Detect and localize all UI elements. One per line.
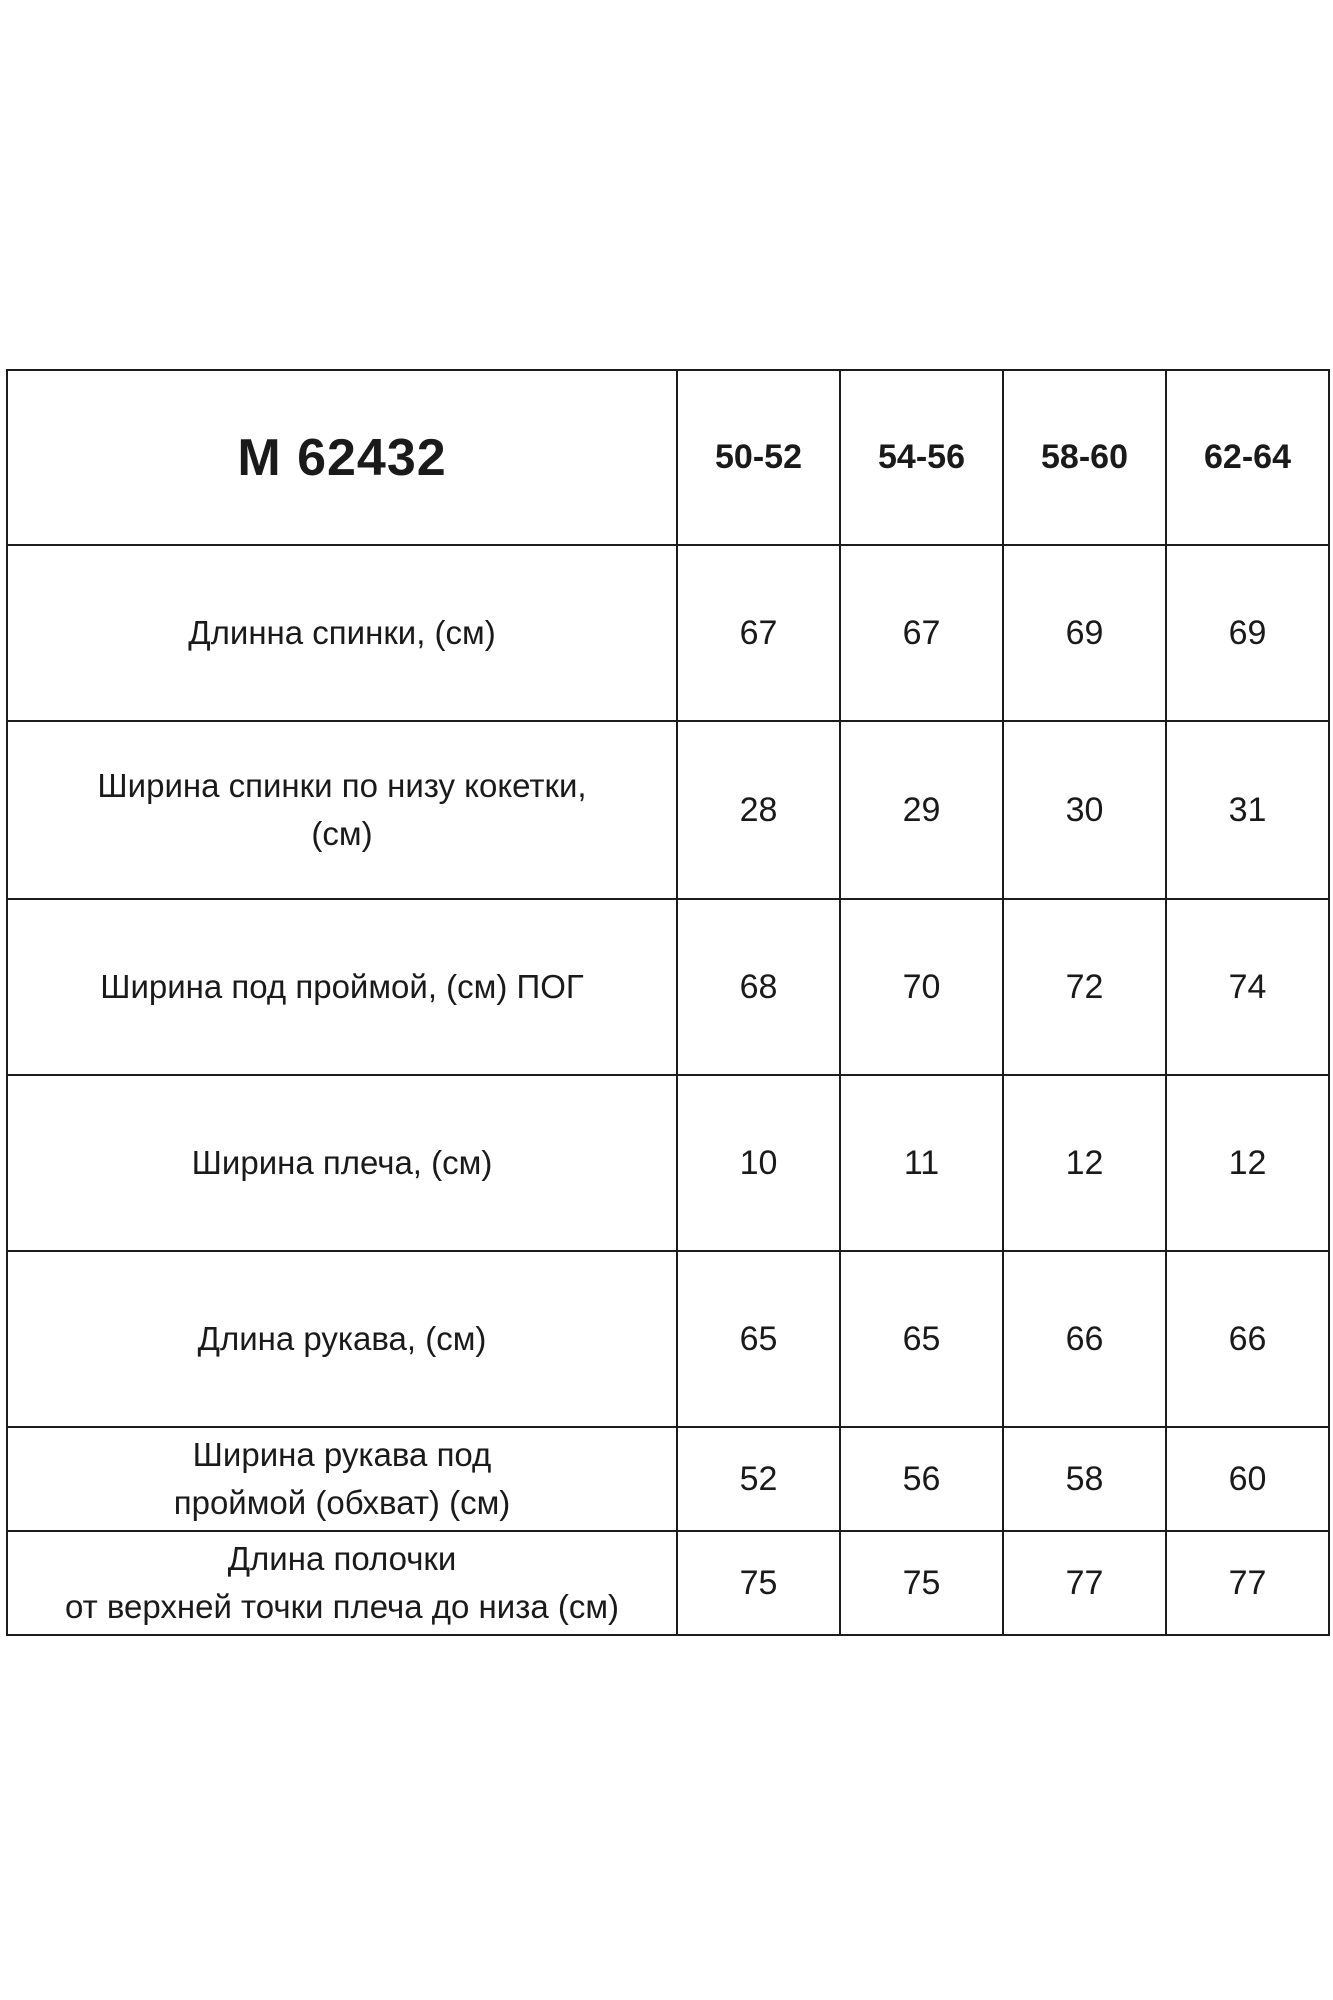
measurement-value: 28 bbox=[677, 721, 840, 899]
measurement-value: 72 bbox=[1003, 899, 1166, 1075]
table-row bbox=[7, 1075, 1329, 1251]
measurement-value: 52 bbox=[677, 1427, 840, 1531]
measurement-value: 66 bbox=[1003, 1251, 1166, 1427]
size-header: 54-56 bbox=[840, 370, 1003, 545]
model-code: M 62432 bbox=[7, 370, 677, 545]
size-header: 58-60 bbox=[1003, 370, 1166, 545]
measurement-value: 67 bbox=[840, 545, 1003, 721]
measurement-value: 75 bbox=[677, 1531, 840, 1635]
measurement-value: 56 bbox=[840, 1427, 1003, 1531]
table-row bbox=[7, 1531, 1329, 1635]
table-row bbox=[7, 1427, 1329, 1531]
table-row bbox=[7, 1251, 1329, 1427]
measurement-value: 29 bbox=[840, 721, 1003, 899]
table-row bbox=[7, 545, 1329, 721]
header-row bbox=[7, 370, 1329, 545]
measurement-label: Длинна спинки, (см) bbox=[7, 545, 677, 721]
measurement-value: 65 bbox=[677, 1251, 840, 1427]
measurement-value: 12 bbox=[1166, 1075, 1329, 1251]
size-chart-table bbox=[6, 369, 1330, 1636]
measurement-label: Длина рукава, (см) bbox=[7, 1251, 677, 1427]
measurement-value: 75 bbox=[840, 1531, 1003, 1635]
size-header: 62-64 bbox=[1166, 370, 1329, 545]
table-row bbox=[7, 721, 1329, 899]
measurement-value: 66 bbox=[1166, 1251, 1329, 1427]
measurement-value: 69 bbox=[1003, 545, 1166, 721]
measurement-value: 69 bbox=[1166, 545, 1329, 721]
size-header: 50-52 bbox=[677, 370, 840, 545]
measurement-value: 10 bbox=[677, 1075, 840, 1251]
measurement-value: 77 bbox=[1003, 1531, 1166, 1635]
measurement-value: 70 bbox=[840, 899, 1003, 1075]
measurement-value: 65 bbox=[840, 1251, 1003, 1427]
measurement-value: 77 bbox=[1166, 1531, 1329, 1635]
measurement-value: 58 bbox=[1003, 1427, 1166, 1531]
measurement-label: Ширина спинки по низу кокетки, (см) bbox=[7, 721, 677, 899]
measurement-value: 67 bbox=[677, 545, 840, 721]
measurement-label: Ширина плеча, (см) bbox=[7, 1075, 677, 1251]
measurement-value: 31 bbox=[1166, 721, 1329, 899]
measurement-label: Ширина под проймой, (см) ПОГ bbox=[7, 899, 677, 1075]
table-row bbox=[7, 899, 1329, 1075]
measurement-value: 12 bbox=[1003, 1075, 1166, 1251]
measurement-value: 30 bbox=[1003, 721, 1166, 899]
measurement-value: 60 bbox=[1166, 1427, 1329, 1531]
measurement-value: 74 bbox=[1166, 899, 1329, 1075]
measurement-value: 68 bbox=[677, 899, 840, 1075]
measurement-value: 11 bbox=[840, 1075, 1003, 1251]
measurement-label: Длина полочки от верхней точки плеча до низа (см) bbox=[7, 1531, 677, 1635]
measurement-label: Ширина рукава под проймой (обхват) (см) bbox=[7, 1427, 677, 1531]
